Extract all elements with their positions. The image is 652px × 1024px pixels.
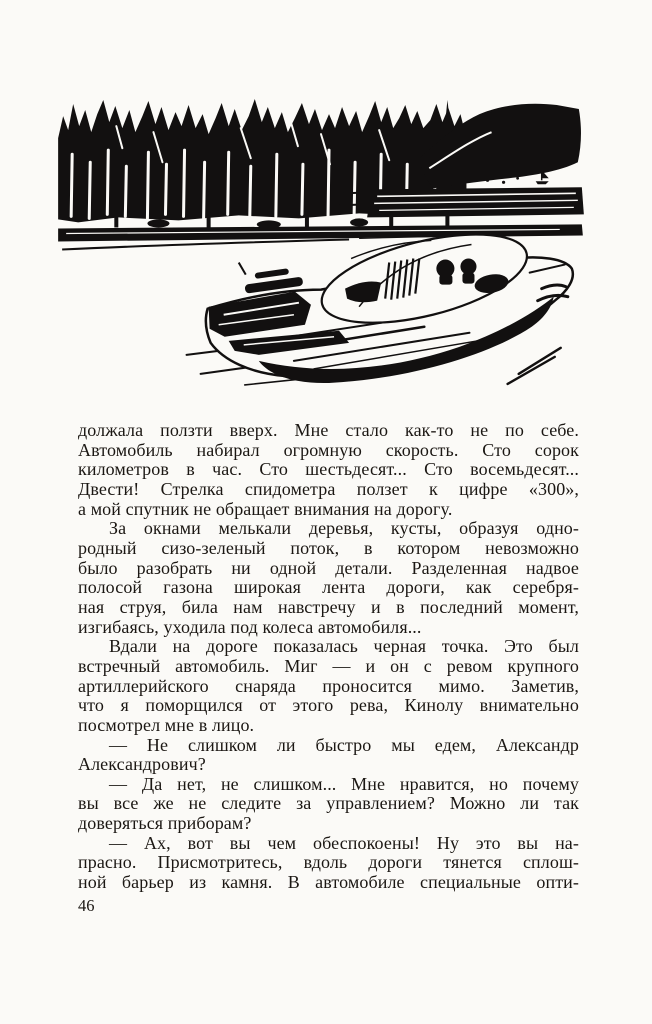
text-line: прасно. Присмотритесь, вдоль дороги тянется сплош- <box>78 853 579 873</box>
paragraph <box>78 834 579 893</box>
text-line: посмотрел мне в лицо. <box>78 715 255 735</box>
text-line: было разобрать ни одной детали. Разделенная надвое <box>78 558 579 578</box>
text-line: километров в час. Сто шестьдесят... Сто восемьдесят... <box>78 460 579 480</box>
hillside <box>419 104 581 189</box>
text-line: а мой спутник не обращает внимания на дорогу. <box>78 499 453 519</box>
text-line: полосой газона широкая лента дороги, как серебря- <box>78 578 579 598</box>
text-line: что я поморщился от этого рева, Кинолу внимательно <box>78 696 579 716</box>
text-line: ной барьер из камня. В автомобиле специальные опти- <box>78 873 579 893</box>
text-line: — Да нет, не слишком... Мне нравится, но почему <box>109 774 579 794</box>
text-line: Двести! Стрелка спидометра ползет к цифре «300», <box>78 479 579 499</box>
text-line: родный сизо-зеленый поток, в котором невозможно <box>78 538 579 558</box>
text-line: — Ах, вот вы чем обеспокоены! Ну это вы на- <box>109 833 579 853</box>
paragraph <box>78 421 579 519</box>
paragraph <box>78 637 579 735</box>
text-line: Вдали на дороге показалась черная точка. Это был <box>109 637 579 657</box>
text-line: должала ползти вверх. Мне стало как-то не по себе. <box>78 421 579 440</box>
text-line: Александрович? <box>78 755 206 775</box>
text-line: изгибаясь, уходила под колеса автомобиля... <box>78 617 422 637</box>
text-line: ная струя, била нам навстречу и в последний момент, <box>78 597 579 617</box>
text-line: встречный автомобиль. Миг — и он с ревом крупного <box>78 656 579 676</box>
text-line: — Не слишком ли быстро мы едем, Александр <box>109 735 579 755</box>
text-line: За окнами мелькали деревья, кусты, образуя одно- <box>109 519 579 539</box>
text-line: вы все же не следите за управлением? Можно ли так <box>78 794 579 814</box>
car-illustration <box>58 92 592 398</box>
paragraph <box>78 519 579 637</box>
text-line: артиллерийского снаряда проносится мимо. Заметив, <box>78 676 579 696</box>
text-line: доверяться приборам? <box>78 814 252 834</box>
text-line: Автомобиль набирал огромную скорость. Сто сорок <box>78 440 579 460</box>
paragraph <box>78 775 579 834</box>
page-number: 46 <box>78 896 95 915</box>
paragraph <box>78 736 579 775</box>
body-text <box>78 421 579 893</box>
